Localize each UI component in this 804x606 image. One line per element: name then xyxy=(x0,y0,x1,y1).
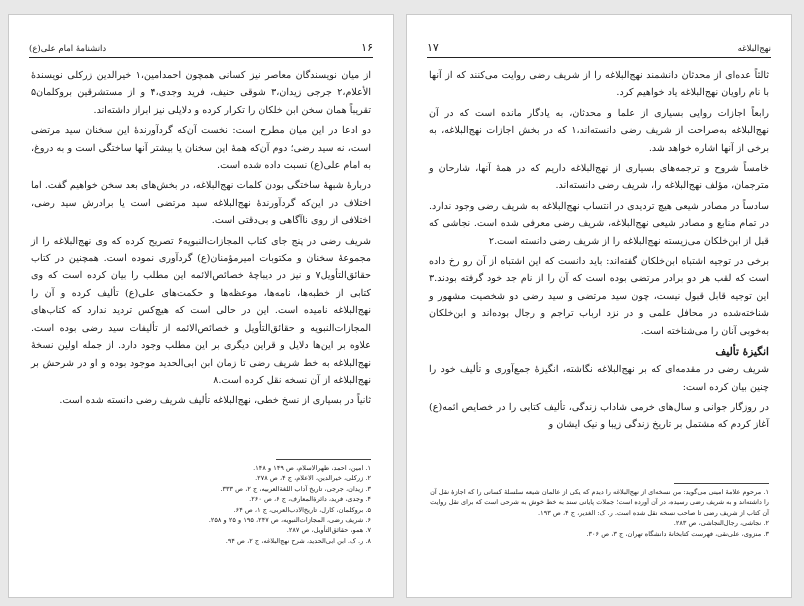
body-text xyxy=(31,67,371,413)
left-page xyxy=(8,14,394,598)
footnote: ۵. بروکلمان، کارل، تاریخ‌الادب‌العربی، ج ۱، ص ۶۴. xyxy=(233,505,371,514)
paragraph: در روزگار جوانی و سال‌های خرمی شاداب زندگی، تألیف کتابی را در خصایص ائمه(ع) آغاز کردم که مشتمل بر تاریخ زندگی زیبا و نیک ایشان و xyxy=(429,401,769,431)
footnote: ۱. مرحوم علامهٔ امینی می‌گوید: من نسخه‌ای از نهج‌البلاغه را دیدم که یکی از عالمان شیعه سلسلهٔ کسانی را که اجازهٔ نقل آن را داشته‌اند و به شریف رضی رسیده، در آن آورده است؛ جملات پایانی سند به خط خوش به شرحی است که برای نقل روایت آن کتاب از شریف رضی تا صاحب نسخه نقل شده است. ر. ک: الغدیر، ج ۴، ص ۱۹۳. xyxy=(430,488,769,517)
footnote: ۸. ر. ک. ابن ابی‌الحدید، شرح نهج‌البلاغه، ج ۲، ص ۹۴. xyxy=(225,536,371,545)
paragraph: سادساً در مصادر شیعی هیچ تردیدی در انتساب نهج‌البلاغه به شریف رضی وجود ندارد. در تمام منابع و مصادر شیعی نهج‌البلاغه، شریف رضی معرفی شده است. نجاشی که قبل از ابن‌خلکان می‌زیسته نهج‌البلاغه را از شریف رضی دانسته است.۲ xyxy=(429,200,769,247)
paragraph: از میان نویسندگان معاصر نیز کسانی همچون احمدامین،۱ خیرالدین زرکلی نویسندهٔ الأعلام،۲ جرجی زیدان،۳ شوقی حنیف، فرید وجدی،۴ و از مستشرقین بروکلمان۵ تقریباً همان سخن ابن خلکان را تکرار کرده و دلایلی نیز ابراز داشته‌اند. xyxy=(31,70,372,116)
page-header xyxy=(427,41,771,58)
footnote: ۴. وجدی، فرید، دائرة‌المعارف، ج ۶، ص ۲۶۰. xyxy=(249,495,371,504)
footnote: ۲. زرکلی، خیرالدین، الاعلام، ج ۴، ص ۲۷۸. xyxy=(255,474,371,483)
paragraph: خامساً شروح و ترجمه‌های بسیاری از نهج‌البلاغه داریم که در همهٔ آنها، شارحان و مترجمان، مؤلف نهج‌البلاغه را، شریف رضی دانسته‌اند. xyxy=(429,163,769,192)
footnote-rule xyxy=(276,459,371,460)
right-page xyxy=(406,14,792,598)
footnote-rule xyxy=(674,483,769,484)
paragraph: شریف رضی در پنج جای کتاب المجازات‌النبویه۶ تصریح کرده که وی نهج‌البلاغه را از مجموعهٔ سخنان و مکتوبات امیرمؤمنان(ع) گردآوری نموده است. همچنین در کتاب حقائق‌التأویل۷ و نیز در دیباچهٔ خصائص‌الائمه این مطلب را بیان کرده است که وی کتابی از خطبه‌ها، نامه‌ها، موعظه‌ها و حکمت‌های علی(ع) تألیف کرده و آن را نهج‌البلاغه نامیده است. این در حالی است که هیچ‌کس تردید ندارد که کتاب‌های المجازات‌النبویه و حقائق‌التأویل و خصائص‌الائمه از تألیفات سید رضی بوده است. علاوه بر این‌ها دلایل و قراین دیگری بر این مطلب وجود دارد. از جمله اولین نسخهٔ نهج‌البلاغه به خط شریف رضی تا زمان ابن ابی‌الحدید موجود بوده و او در شرحش بر نهج‌البلاغه از آن نسخه نقل کرده است.۸ xyxy=(31,235,371,386)
paragraph: رابعاً اجازات روایی بسیاری از علما و محدثان، به یادگار مانده است که در آن نهج‌البلاغه به‌صراحت از شریف رضی دانسته‌اند،۱ که در بخش اجازات نهج‌البلاغه، به برخی از آنها اشاره خواهد شد. xyxy=(429,107,770,154)
page-header xyxy=(29,41,373,58)
body-text xyxy=(429,67,769,437)
page-number: ۱۶ xyxy=(361,41,373,54)
running-title: دانشنامهٔ امام علی(ع) xyxy=(29,44,107,54)
paragraph: ثانیاً در بسیاری از نسخ خطی، نهج‌البلاغه تألیف شریف رضی دانسته شده است. xyxy=(59,395,371,407)
paragraph: برخی در توجیه اشتباه ابن‌خلکان گفته‌اند: باید دانست که این اشتباه از آن رو رخ داده است که لقب هر دو برادر مرتضی بوده است که آن را از نام جد خود گرفته بودند.۳ این توجیه قابل قبول نیست، چون سید مرتضی و سید رضی دو شخصیت مشهور و شناخته‌شده در محافل علمی و در نزد ارباب تراجم و رجال بوده‌اند و ابن‌خلکان به‌خوبی آنان را می‌شناخته است. xyxy=(429,256,769,337)
footnote: ۱. امین، احمد، ظهرالاسلام، ص ۱۴۹ و ۱۴۸. xyxy=(253,464,371,472)
paragraph: دو ادعا در این میان مطرح است: نخست آن‌که گردآورندهٔ این سخنان سید مرتضی است، نه سید رضی؛ دوم آن‌که همهٔ این سخنان یا بیشتر آنها ساختگی است و به دروغ، به امام علی(ع) نسبت داده شده است. xyxy=(31,125,371,172)
footnote: ۳. منزوی، علی‌نقی، فهرست کتابخانهٔ دانشگاه تهران، ج ۳، ص ۳۰۶. xyxy=(586,529,769,538)
footnotes xyxy=(31,459,371,546)
footnote: ۲. نجاشی، رجال‌النجاشی، ص ۲۸۳. xyxy=(673,519,769,528)
footnote: ۳. زیدان، جرجی، تاریخ آداب اللغة‌العربیه، ج ۲، ص ۳۳۳. xyxy=(220,484,371,493)
footnote: ۷. همو، حقائق‌التأویل، ص ۲۸۷. xyxy=(286,526,371,535)
paragraph: دربارهٔ شبههٔ ساختگی بودن کلمات نهج‌البلاغه، در بخش‌های بعد سخن خواهیم گفت. اما اختلاف در این‌که گردآورندهٔ نهج‌البلاغه سید مرتضی است یا برادرش سید رضی، اختلافی از روی ناآگاهی و بی‌دقتی است. xyxy=(31,180,371,227)
footnotes xyxy=(429,483,769,539)
section-heading: انگیزهٔ تألیف xyxy=(715,346,769,359)
running-title: نهج‌البلاغه xyxy=(737,44,771,54)
paragraph: شریف رضی در مقدمه‌ای که بر نهج‌البلاغه نگاشته، انگیزهٔ جمع‌آوری و تألیف خود را چنین بیان کرده است: xyxy=(429,364,769,393)
page-number: ۱۷ xyxy=(427,41,439,54)
footnote: ۶. شریف رضی، المجازات‌النبویه، ص ۲۴۷، ۱۹۵ و ۲۵ و ۲۵۸. xyxy=(208,516,371,525)
paragraph: ثالثاً عده‌ای از محدثان دانشمند نهج‌البلاغه را از شریف رضی روایت می‌کنند که از آنها با نام راویان نهج‌البلاغه یاد خواهیم کرد. xyxy=(429,70,769,99)
